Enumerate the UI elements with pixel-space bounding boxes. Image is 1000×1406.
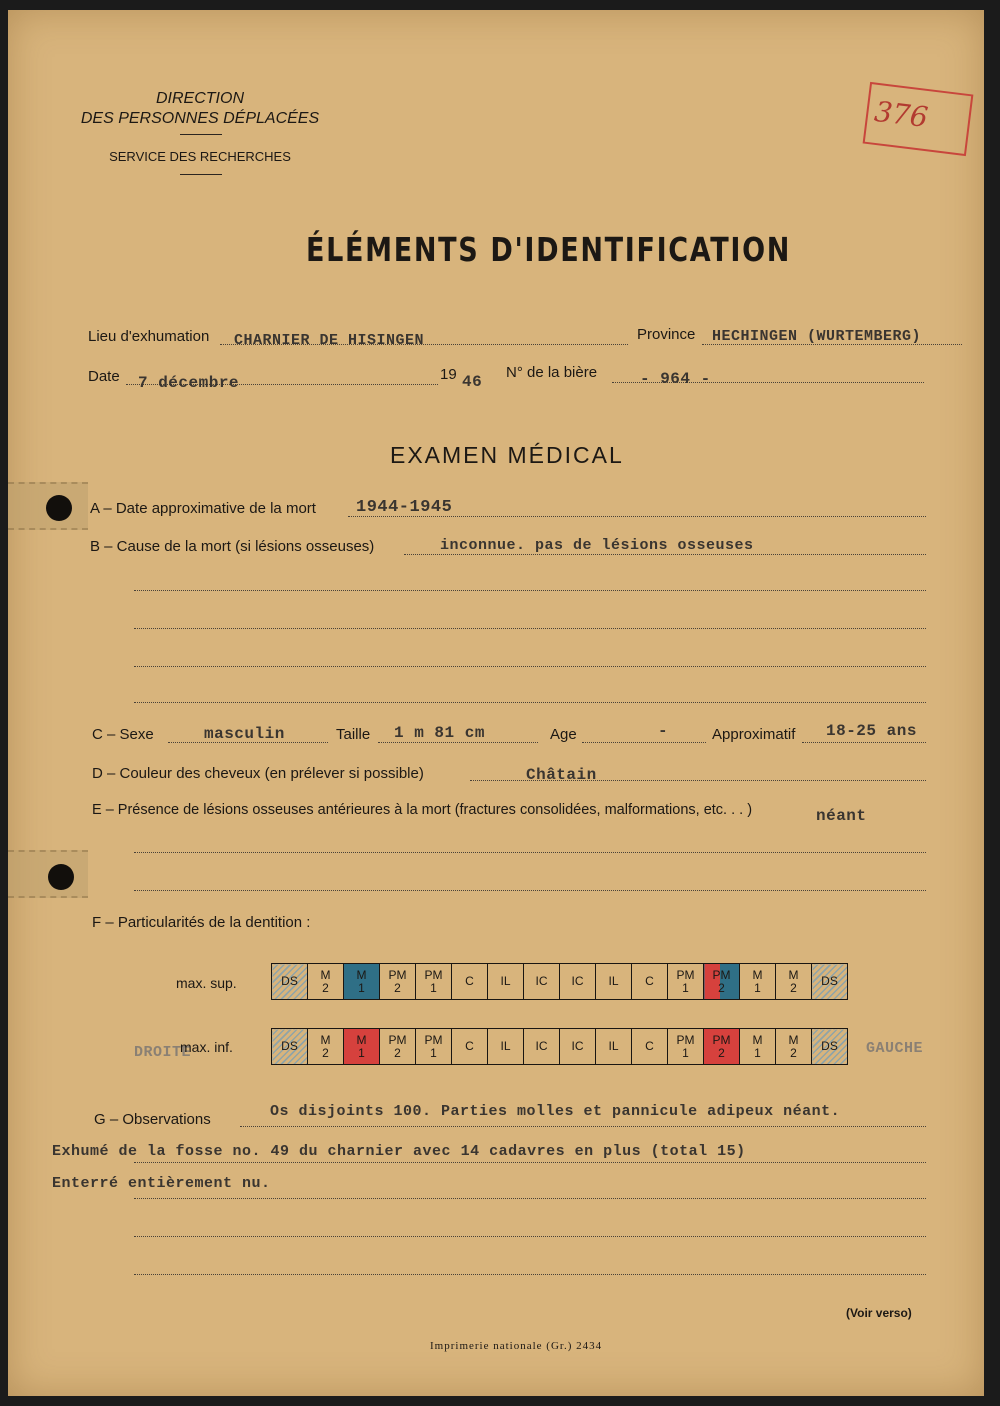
section-a-value: 1944-1945 [356, 498, 453, 517]
lower-tooth-4 [380, 1029, 416, 1065]
direction-line-1: DIRECTION [156, 90, 244, 107]
examen-title: EXAMEN MÉDICAL [390, 442, 624, 468]
tooth-number: 1 [682, 1045, 689, 1060]
section-g-dots-5 [134, 1274, 926, 1275]
upper-tooth-4 [380, 964, 416, 1000]
tooth-code: DS [281, 974, 298, 988]
section-b-line-3 [134, 628, 926, 629]
province-value: HECHINGEN (WURTEMBERG) [712, 328, 922, 345]
tooth-code: IC [571, 1039, 584, 1053]
archive-number: 376 [872, 94, 930, 135]
lower-tooth-8 [524, 1029, 560, 1065]
tooth-code: IL [500, 974, 511, 988]
tooth-number: 2 [790, 980, 797, 995]
tooth-code: DS [281, 1039, 298, 1053]
tooth-code: PM [712, 1032, 731, 1047]
tooth-number: 2 [718, 980, 725, 995]
tooth-code: PM [388, 1032, 407, 1047]
lower-tooth-9 [560, 1029, 596, 1065]
tooth-code: PM [712, 967, 731, 982]
droite-label: DROITE [134, 1044, 192, 1061]
tooth-code: M [356, 967, 367, 982]
tooth-code: DS [821, 1039, 838, 1053]
punch-hole-upper [46, 495, 72, 521]
lieu-label: Lieu d'exhumation [88, 328, 210, 345]
lower-tooth-14 [740, 1029, 776, 1065]
printer-footer: Imprimerie nationale (Gr.) 2434 [430, 1340, 603, 1352]
form-page [8, 10, 984, 1396]
upper-tooth-14 [740, 964, 776, 1000]
tooth-code: PM [424, 1032, 443, 1047]
gauche-label: GAUCHE [866, 1040, 924, 1057]
tooth-code: M [752, 1032, 763, 1047]
section-b-label: B – Cause de la mort (si lésions osseuses) [90, 538, 375, 555]
tooth-number: 2 [394, 1045, 401, 1060]
tooth-number: 1 [682, 980, 689, 995]
tooth-code: DS [821, 974, 838, 988]
upper-dental-chart [271, 963, 848, 1000]
sexe-value: masculin [204, 725, 285, 743]
lower-tooth-16 [812, 1029, 848, 1065]
upper-tooth-6 [452, 964, 488, 1000]
section-g-dots-2 [134, 1162, 926, 1163]
tooth-number: 2 [394, 980, 401, 995]
tooth-number: 1 [358, 1045, 365, 1060]
lower-tooth-11 [632, 1029, 668, 1065]
page-title: ÉLÉMENTS D'IDENTIFICATION [306, 230, 792, 269]
age-dots [582, 742, 706, 743]
age-value: - [658, 722, 669, 740]
lower-tooth-15 [776, 1029, 812, 1065]
tooth-number: 1 [754, 980, 761, 995]
lower-tooth-12 [668, 1029, 704, 1065]
tooth-code: IC [571, 974, 584, 988]
upper-tooth-3 [344, 964, 380, 1000]
upper-tooth-13 [704, 964, 740, 1000]
tooth-code: M [752, 967, 763, 982]
archive-number-stamp [863, 82, 974, 156]
section-g-label: G – Observations [94, 1111, 211, 1128]
lower-tooth-13 [704, 1029, 740, 1065]
tooth-code: M [356, 1032, 367, 1047]
lower-tooth-5 [416, 1029, 452, 1065]
section-b-line-2 [134, 590, 926, 591]
date-value: 7 décembre [138, 374, 240, 392]
upper-tooth-12 [668, 964, 704, 1000]
section-b-line-5 [134, 702, 926, 703]
tooth-code: PM [676, 967, 695, 982]
section-b-dots [404, 554, 926, 555]
tooth-number: 1 [358, 980, 365, 995]
tooth-code: M [788, 1032, 799, 1047]
tooth-code: M [788, 967, 799, 982]
tooth-code: PM [676, 1032, 695, 1047]
punch-hole-lower [48, 864, 74, 890]
approx-value: 18-25 ans [826, 722, 917, 740]
section-e-line-3 [134, 890, 926, 891]
section-d-label: D – Couleur des cheveux (en prélever si possible) [92, 765, 424, 782]
lower-tooth-2 [308, 1029, 344, 1065]
upper-tooth-10 [596, 964, 632, 1000]
year-prefix: 19 [440, 366, 457, 383]
taille-label: Taille [336, 726, 371, 743]
taille-value: 1 m 81 cm [394, 724, 485, 742]
tooth-code: IC [535, 974, 548, 988]
upper-tooth-2 [308, 964, 344, 1000]
section-c-label: C – Sexe [92, 726, 154, 743]
upper-tooth-16 [812, 964, 848, 1000]
province-label: Province [637, 326, 696, 343]
tooth-code: PM [424, 967, 443, 982]
tooth-code: M [320, 967, 331, 982]
tooth-code: IC [535, 1039, 548, 1053]
tooth-code: PM [388, 967, 407, 982]
tooth-code: IL [500, 1039, 511, 1053]
upper-tooth-15 [776, 964, 812, 1000]
lower-tooth-1 [272, 1029, 308, 1065]
lower-tooth-3 [344, 1029, 380, 1065]
tooth-code: IL [608, 1039, 619, 1053]
approx-dots [802, 742, 926, 743]
section-g-dots-4 [134, 1236, 926, 1237]
section-g-dots-1 [240, 1126, 926, 1127]
tooth-code: C [465, 974, 474, 988]
tooth-number: 1 [430, 1045, 437, 1060]
year-value: 46 [462, 373, 483, 391]
service-recherches: SERVICE DES RECHERCHES [109, 149, 291, 164]
upper-tooth-11 [632, 964, 668, 1000]
tooth-number: 1 [430, 980, 437, 995]
lower-tooth-6 [452, 1029, 488, 1065]
tooth-code: IL [608, 974, 619, 988]
lower-dental-chart [271, 1028, 848, 1065]
tooth-number: 2 [718, 1045, 725, 1060]
biere-value: - 964 - [640, 370, 711, 388]
lower-tooth-7 [488, 1029, 524, 1065]
biere-label: N° de la bière [506, 364, 598, 381]
section-a-label: A – Date approximative de la mort [90, 500, 316, 517]
voir-verso: (Voir verso) [846, 1306, 912, 1320]
taille-dots [378, 742, 538, 743]
section-b-line-4 [134, 666, 926, 667]
lower-tooth-10 [596, 1029, 632, 1065]
upper-tooth-8 [524, 964, 560, 1000]
max-inf-label: max. inf. [180, 1039, 233, 1055]
section-d-value: Châtain [526, 766, 597, 784]
observations-line-1: Os disjoints 100. Parties molles et pannicule adipeux néant. [270, 1103, 841, 1120]
upper-tooth-7 [488, 964, 524, 1000]
upper-tooth-1 [272, 964, 308, 1000]
section-e-value: néant [816, 807, 867, 825]
tooth-code: C [645, 974, 654, 988]
tooth-code: M [320, 1032, 331, 1047]
header-rule-2 [180, 174, 222, 175]
observations-line-2: Exhumé de la fosse no. 49 du charnier avec 14 cadavres en plus (total 15) [52, 1143, 746, 1160]
header-rule [180, 134, 222, 135]
upper-tooth-5 [416, 964, 452, 1000]
direction-line-2: DES PERSONNES DÉPLACÉES [80, 110, 320, 127]
max-sup-label: max. sup. [176, 975, 237, 991]
section-e-label: E – Présence de lésions osseuses antérieures à la mort (fractures consolidées, malformations, etc. . . ) [92, 802, 753, 818]
tooth-code: C [645, 1039, 654, 1053]
tooth-number: 2 [322, 1045, 329, 1060]
tooth-number: 2 [322, 980, 329, 995]
upper-tooth-9 [560, 964, 596, 1000]
age-label: Age [550, 726, 577, 743]
tooth-code: C [465, 1039, 474, 1053]
approx-label: Approximatif [712, 726, 796, 743]
section-f-label: F – Particularités de la dentition : [92, 914, 311, 931]
tooth-number: 2 [790, 1045, 797, 1060]
section-e-line-2 [134, 852, 926, 853]
section-b-value: inconnue. pas de lésions osseuses [440, 537, 754, 554]
date-label: Date [88, 368, 120, 385]
section-g-dots-3 [134, 1198, 926, 1199]
tooth-number: 1 [754, 1045, 761, 1060]
observations-line-3: Enterré entièrement nu. [52, 1175, 271, 1192]
lieu-value: CHARNIER DE HISINGEN [234, 332, 425, 349]
